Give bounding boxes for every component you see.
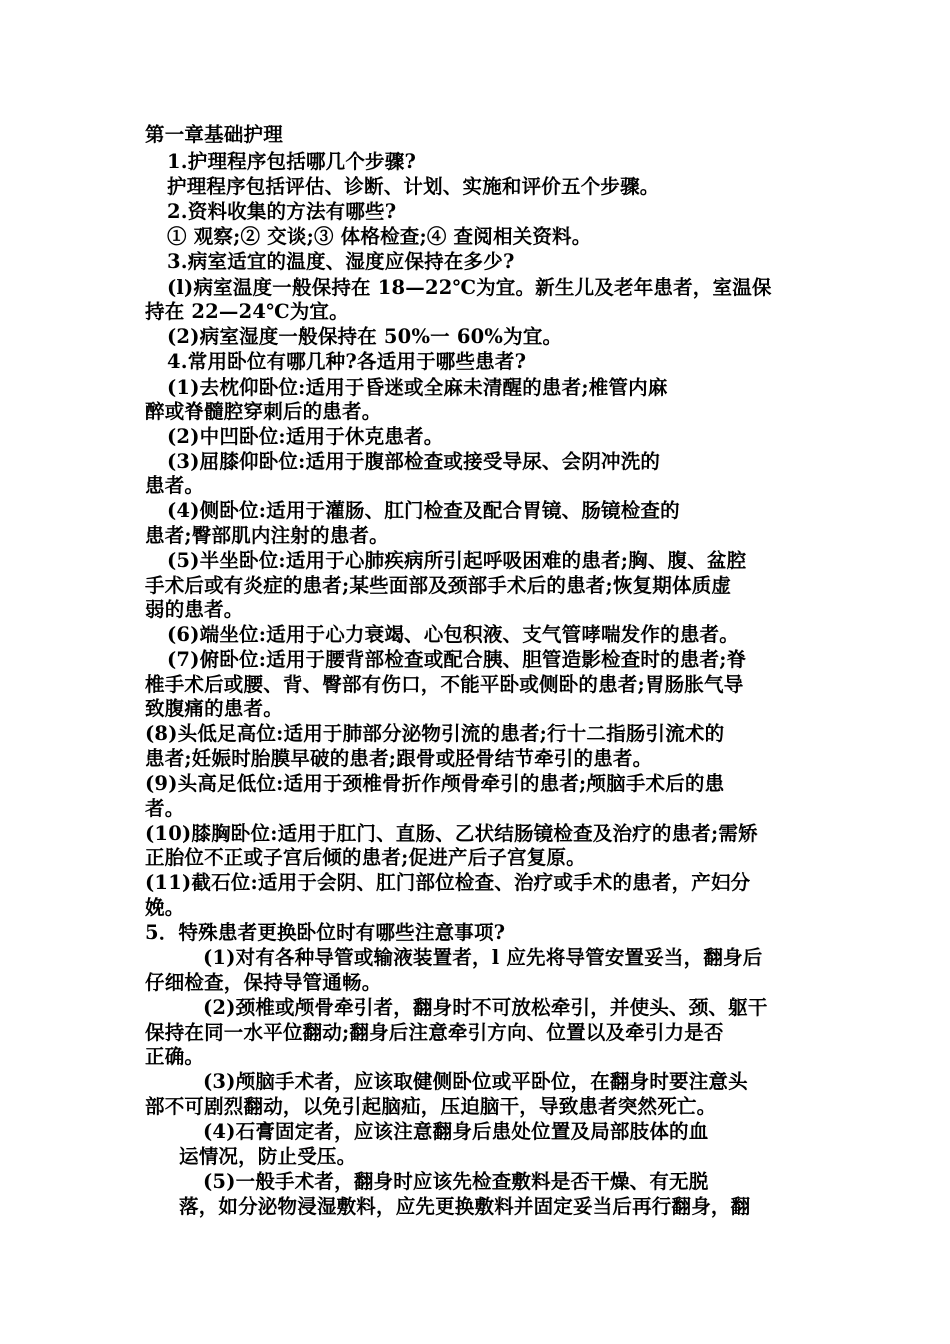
answer-line: 患者。 <box>145 474 205 497</box>
answer-line: 护理程序包括评估、诊断、计划、实施和评价五个步骤。 <box>167 175 660 198</box>
question-heading: 5．特殊患者更换卧位时有哪些注意事项? <box>145 921 506 944</box>
answer-line: (2)中凹卧位:适用于休克患者。 <box>167 425 444 448</box>
question-heading: 3.病室适宜的温度、湿度应保持在多少? <box>167 250 515 273</box>
answer-line: (9)头高足低位:适用于颈椎骨折作颅骨牵引的患者;颅脑手术后的患 <box>145 772 725 795</box>
question-heading: 1.护理程序包括哪几个步骤? <box>167 150 417 173</box>
answer-line: 部不可剧烈翻动，以免引起脑疝，压迫脑干，导致患者突然死亡。 <box>145 1095 717 1118</box>
answer-line: 持在 22—24℃为宜。 <box>145 300 349 323</box>
answer-line: (4)侧卧位:适用于灌肠、肛门检查及配合胃镜、肠镜检查的 <box>167 499 680 522</box>
answer-line: 患者;臀部肌内注射的患者。 <box>145 524 389 547</box>
answer-line: (8)头低足高位:适用于肺部分泌物引流的患者;行十二指肠引流术的 <box>145 722 725 745</box>
answer-line: (3)颅脑手术者，应该取健侧卧位或平卧位，在翻身时要注意头 <box>203 1070 748 1093</box>
answer-line: 患者;妊娠时胎膜早破的患者;跟骨或胫骨结节牵引的患者。 <box>145 747 653 770</box>
answer-line: 弱的患者。 <box>145 598 244 621</box>
chapter-title: 第一章基础护理 <box>145 123 283 146</box>
answer-line: 运情况，防止受压。 <box>179 1145 357 1168</box>
answer-line: (7)俯卧位:适用于腰背部检查或配合胰、胆管造影检查时的患者;脊 <box>167 648 747 671</box>
answer-line: (5)一般手术者，翻身时应该先检查敷料是否干燥、有无脱 <box>203 1170 709 1193</box>
answer-line: (2)颈椎或颅骨牵引者，翻身时不可放松牵引，并使头、颈、躯干 <box>203 996 768 1019</box>
answer-line: (4)石膏固定者，应该注意翻身后患处位置及局部肢体的血 <box>203 1120 709 1143</box>
answer-line: 醉或脊髓腔穿刺后的患者。 <box>145 400 382 423</box>
answer-line: 手术后或有炎症的患者;某些面部及颈部手术后的患者;恢复期体质虚 <box>145 574 732 597</box>
answer-line: 者。 <box>145 797 185 820</box>
answer-line: 落，如分泌物浸湿敷料，应先更换敷料并固定妥当后再行翻身，翻 <box>179 1195 751 1218</box>
answer-line: 仔细检查，保持导管通畅。 <box>145 971 382 994</box>
answer-line: ① 观察;② 交谈;③ 体格检查;④ 查阅相关资料。 <box>167 225 592 248</box>
answer-line: 正确。 <box>145 1045 205 1068</box>
question-heading: 2.资料收集的方法有哪些? <box>167 200 397 223</box>
answer-line: (l)病室温度一般保持在 18—22℃为宜。新生儿及老年患者，室温保 <box>167 276 772 299</box>
answer-line: (5)半坐卧位:适用于心肺疾病所引起呼吸困难的患者;胸、腹、盆腔 <box>167 549 747 572</box>
answer-line: (1)对有各种导管或输液装置者，l 应先将导管安置妥当，翻身后 <box>203 946 763 969</box>
answer-line: (6)端坐位:适用于心力衰竭、心包积液、支气管哮喘发作的患者。 <box>167 623 739 646</box>
answer-line: 娩。 <box>145 896 185 919</box>
answer-line: 椎手术后或腰、背、臀部有伤口，不能平卧或侧卧的患者;胃肠胀气导 <box>145 673 744 696</box>
answer-line: 正胎位不正或子宫后倾的患者;促进产后子宫复原。 <box>145 846 586 869</box>
answer-line: (11)截石位:适用于会阴、肛门部位检查、治疗或手术的患者，产妇分 <box>145 871 751 894</box>
answer-line: (1)去枕仰卧位:适用于昏迷或全麻未清醒的患者;椎管内麻 <box>167 376 668 399</box>
answer-line: (2)病室湿度一般保持在 50%一 60%为宜。 <box>167 325 563 348</box>
question-heading: 4.常用卧位有哪几种?各适用于哪些患者? <box>167 350 527 373</box>
answer-line: 保持在同一水平位翻动;翻身后注意牵引方向、位置以及牵引力是否 <box>145 1021 724 1044</box>
answer-line: (3)屈膝仰卧位:适用于腹部检查或接受导尿、会阴冲洗的 <box>167 450 661 473</box>
answer-line: 致腹痛的患者。 <box>145 697 283 720</box>
answer-line: (10)膝胸卧位:适用于肛门、直肠、乙状结肠镜检查及治疗的患者;需矫 <box>145 822 758 845</box>
